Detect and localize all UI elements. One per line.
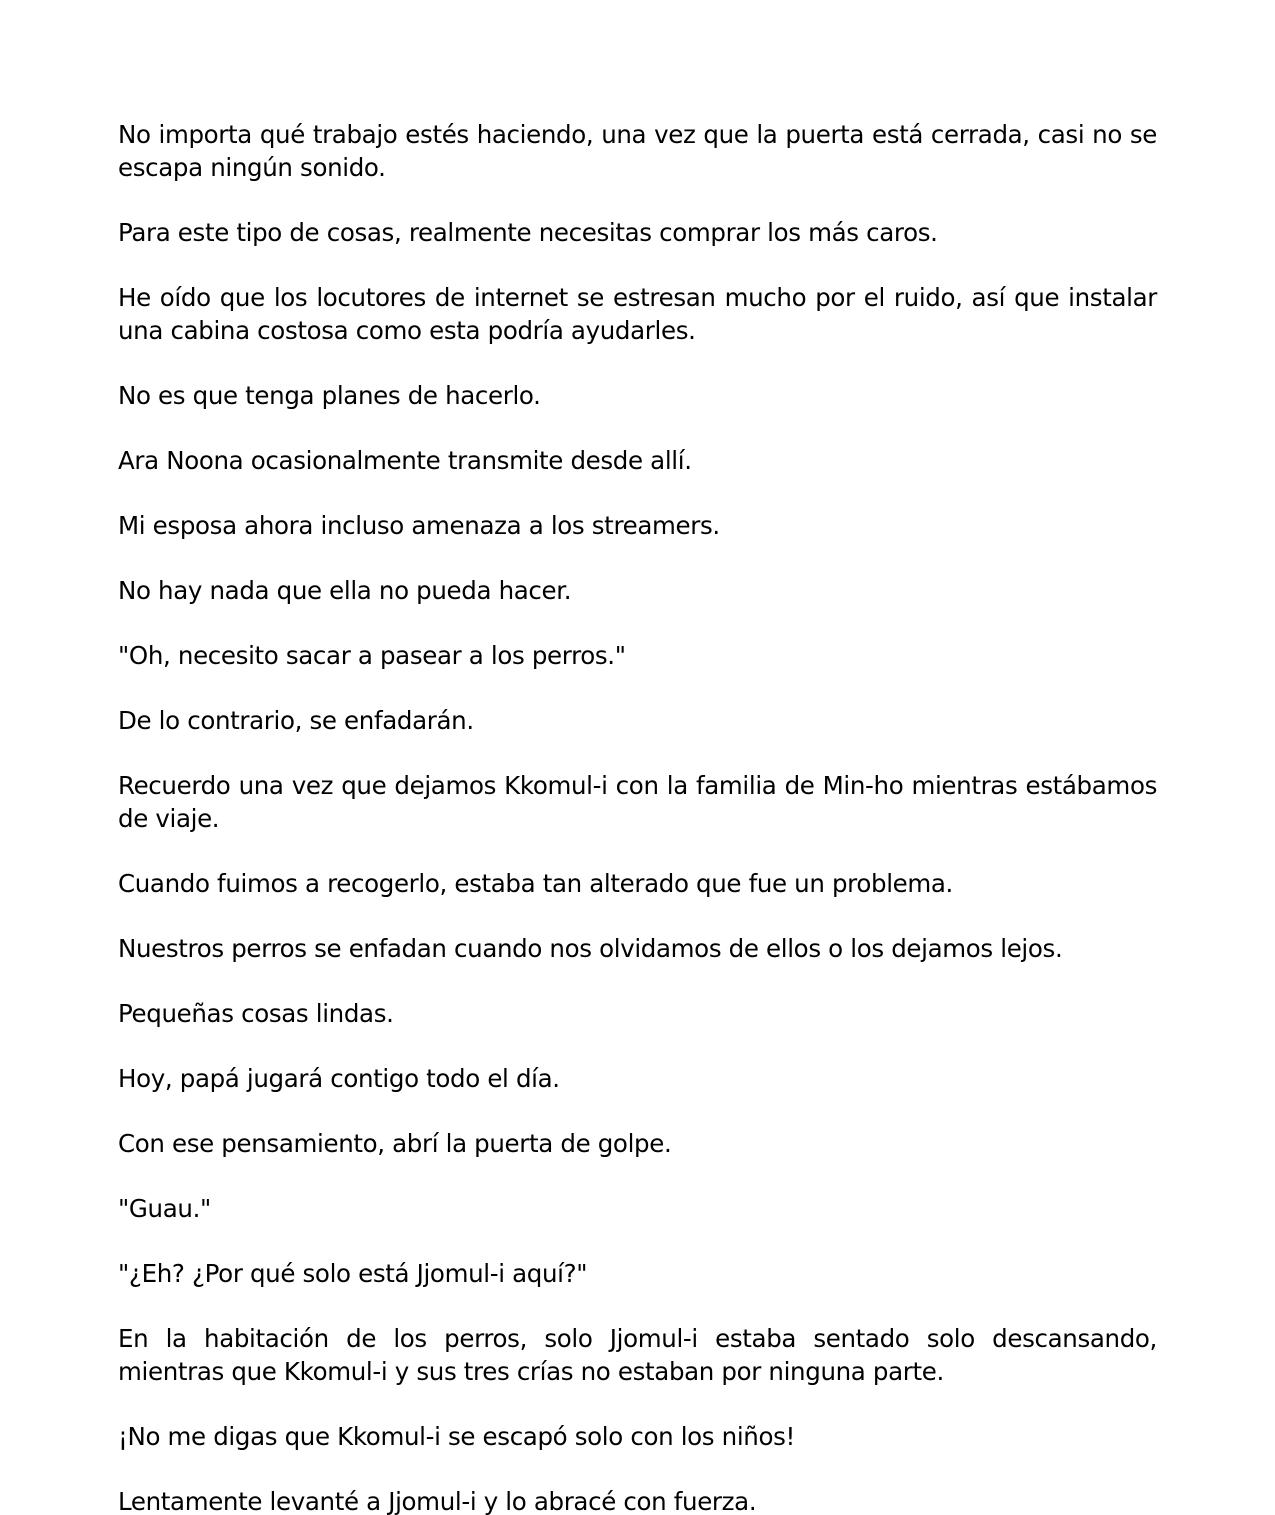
paragraph: No importa qué trabajo estés haciendo, una vez que la puerta está cerrada, casi no se escapa ningún sonido.	[118, 120, 1157, 182]
paragraph: "Guau."	[118, 1194, 211, 1223]
paragraph: "¿Eh? ¿Por qué solo está Jjomul-i aquí?"	[118, 1259, 588, 1288]
paragraph: ¡No me digas que Kkomul-i se escapó solo con los niños!	[118, 1422, 796, 1451]
paragraph: No hay nada que ella no pueda hacer.	[118, 576, 572, 605]
paragraph: "Oh, necesito sacar a pasear a los perros."	[118, 641, 626, 670]
paragraph: Para este tipo de cosas, realmente necesitas comprar los más caros.	[118, 218, 938, 247]
paragraph: He oído que los locutores de internet se estresan mucho por el ruido, así que instalar una cabina costosa como esta podría ayudarles.	[118, 283, 1157, 345]
paragraph: Pequeñas cosas lindas.	[118, 999, 394, 1028]
paragraph: De lo contrario, se enfadarán.	[118, 706, 474, 735]
paragraph: Cuando fuimos a recogerlo, estaba tan alterado que fue un problema.	[118, 869, 953, 898]
body-text	[118, 118, 1157, 1515]
paragraph: No es que tenga planes de hacerlo.	[118, 381, 541, 410]
paragraph: Lentamente levanté a Jjomul-i y lo abracé con fuerza.	[118, 1487, 757, 1515]
paragraph: Nuestros perros se enfadan cuando nos olvidamos de ellos o los dejamos lejos.	[118, 934, 1063, 963]
paragraph: En la habitación de los perros, solo Jjomul-i estaba sentado solo descansando, mientras que Kkomul-i y sus tres crías no estaban por ninguna parte.	[118, 1324, 1157, 1386]
paragraph: Hoy, papá jugará contigo todo el día.	[118, 1064, 560, 1093]
paragraph: Con ese pensamiento, abrí la puerta de golpe.	[118, 1129, 672, 1158]
paragraph: Recuerdo una vez que dejamos Kkomul-i con la familia de Min-ho mientras estábamos de viaje.	[118, 771, 1157, 833]
paragraph: Ara Noona ocasionalmente transmite desde allí.	[118, 446, 692, 475]
paragraph: Mi esposa ahora incluso amenaza a los streamers.	[118, 511, 720, 540]
